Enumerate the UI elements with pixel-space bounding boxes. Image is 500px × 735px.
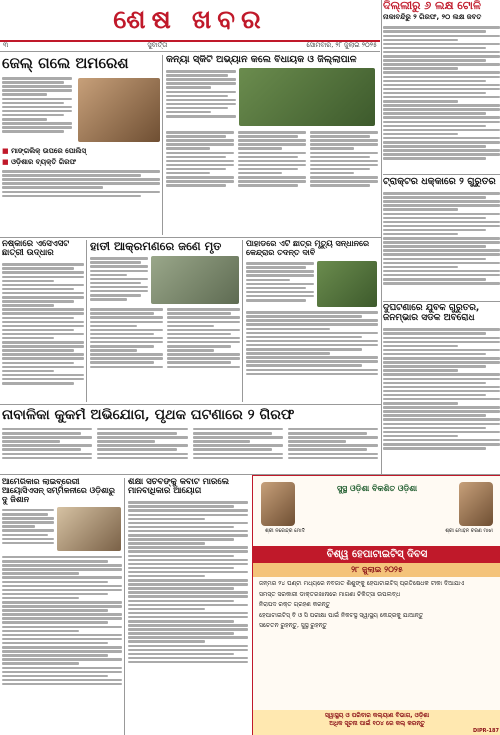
advert-date: ୨୮ ଜୁଲାଇ ୨୦୨୫ [253,563,500,577]
story-legislator [166,55,378,235]
story-abuse-headline: ନାବାଳିକା କୁକର୍ମ ଅଭିଯୋଗ, ପୃଥକ ଘଟଣାରେ ୨ ଗିରଫ [2,408,295,423]
sidebar-mid-body [383,190,500,286]
advert-leader-left: ଶ୍ରୀ ନରେନ୍ଦ୍ର ମୋଦି [265,528,305,534]
advert-footer-line-2: ଅଧିକ ସୂଚନା ପାଇଁ ୧୦୪ ରେ କଲ୍ କରନ୍ତୁ [329,720,425,727]
advert-banner: ବିଶ୍ୱ ହେପାଟାଇଟିସ୍ ଦିବସ [253,546,500,563]
story-legislator-body [166,68,236,126]
advert-item: ସମସ୍ତ ସରକାରୀ ଡାକ୍ତରଖାନାରେ ମାଗଣା ଚିକିତ୍ସା ଉପଲବ୍ଧ [259,590,401,598]
hepatitis-day-advert [252,475,500,735]
advert-footer-line-1: ସ୍ୱାସ୍ଥ୍ୟ ଓ ପରିବାର କଲ୍ୟାଣ ବିଭାଗ, ଓଡ଼ିଶା [324,712,430,719]
advert-item: ଜନ୍ମର ୨୪ ଘଣ୍ଟା ମଧ୍ୟରେ ନବଜାତ ଶିଶୁଙ୍କୁ ହେପାଟାଇଟିସ୍ ପ୍ରତିଷେଧକ ଟୀକା ଦିଆଯାଏ [259,580,465,587]
story-student [2,240,84,402]
issue-date: ସୋମବାର, ୨୮ ଜୁଲାଇ ୨୦୨୫ [306,41,377,49]
sidebar-top-body [383,25,500,162]
story-legislator-photo [239,68,375,126]
advert-item: ନିରାପଦ ରକ୍ତ ଗ୍ରହଣ କରନ୍ତୁ [259,601,331,608]
advert-code: DIPR-187 [472,728,499,734]
story-abuse-columns [2,426,378,460]
advert-footer [253,710,500,735]
story-elephant-photo [151,256,239,304]
story-jail-bullet-2: ■ ଓଡ଼ିଶାର ବ୍ୟକ୍ତି ଗିରଫ [2,158,160,167]
story-library-body [2,507,54,551]
story-jail [2,55,160,235]
page-number: ୩ [3,41,9,49]
sidebar-mid-headline: ଟ୍ରାକ୍ଟର ଧକ୍କାରେ ୨ ଗୁରୁତର [383,177,496,187]
story-jail-headline: ଜେଲ୍ ଗଲେ ଅମରେଶ [2,55,129,72]
advert-leader-right: ଶ୍ରୀ ମୋହନ ଚରଣ ମାଝୀ [445,528,493,534]
advert-items [253,580,500,630]
story-library-headline: ଆମେରିକାର ଲାଇବ୍ରେରୀ ଆୟୋସିଏସନ୍ ସମ୍ମିଳନୀରେ ଓଡ଼ିଶାରୁ ଦୁ ଜିଶାନ [2,478,115,504]
advert-portrait-right [459,482,493,526]
story-abuse [2,408,378,472]
story-death [246,240,378,402]
story-elephant-headline: ହାତୀ ଆକ୍ରମଣରେ ଜଣେ ମୃତ [90,240,222,253]
story-jail-bullets [2,142,160,167]
story-student-headline: ନିଷ୍କାରେ ଏସେଏସିଟି ଛାତ୍ରୀ ଉଦ୍ଧାର [2,240,70,259]
story-commission-headline: ଶିକ୍ଷା ସଚିବଙ୍କୁ କବାଟ ମାରିଲେ ମାନବାଧିକାର ଆୟୋଗ [128,478,230,497]
story-commission [128,478,248,735]
story-commission-body [128,500,248,665]
masthead-title: ଶେଷ ଖବର [113,4,267,35]
story-student-body [2,262,84,386]
story-legislator-headline: କନ୍ୟା ସ୍କିଟି ଅଭ୍ୟାନ କଲେ ବିଧାୟକ ଓ ଜିଲ୍ଲାପାଳ [166,55,357,65]
sidebar-mid-story [383,177,500,299]
story-elephant [90,240,240,402]
story-death-body [246,261,314,307]
masthead [0,0,380,42]
story-library [2,478,122,735]
story-elephant-body [90,256,148,304]
story-jail-bullet-1: ■ ମାଙ୍ଗଲିକ୍ ଉପରେ ପୋଲିସ୍ [2,147,160,156]
section-name: ସୁବାର୍ତ୍ତା [147,41,168,49]
advert-tagline: ସୁସ୍ଥ ଓଡ଼ିଶା ବିକଶିତ ଓଡ଼ିଶା [336,484,418,493]
advert-item: ସଚେତନ ରୁହନ୍ତୁ, ସୁସ୍ଥ ରୁହନ୍ତୁ [259,622,327,629]
story-death-headline: ପାହାଡରେ ଏଟି ଛାତ୍ର ମୃତ୍ୟୁ ସନ୍ଧାନରେ କେନ୍ଦ୍ରାର ତଦନ୍ତ ଦାବି [246,240,370,257]
dateline [0,41,380,52]
story-jail-body-2 [2,169,160,199]
sidebar-low-body [383,327,500,451]
advert-header [253,476,500,546]
story-legislator-columns [166,129,378,188]
advert-portrait-left [261,482,295,526]
story-jail-body [2,76,72,135]
sidebar-top-headline: ଦିଲ୍ଲୀରୁ ୬ ଲକ୍ଷ ଟୋଳି [383,0,481,12]
sidebar-low-headline: ଦୁର୍ଘଟଣାରେ ଯୁବକ ଗୁରୁତର, ଜନମ୍ଭାର ସଡକ ଅବରୋଧ [383,304,480,323]
story-library-photo [57,507,121,551]
sidebar-top-story [383,0,500,172]
advert-item: ହେପାଟାଇଟିସ୍ ବି ଓ ସି ପରୀକ୍ଷା ପାଇଁ ନିକଟସ୍ଥ ସ୍ୱାସ୍ଥ୍ୟ କେନ୍ଦ୍ରକୁ ଯାଆନ୍ତୁ [259,611,424,619]
sidebar-top-sub: ନାକାବନ୍ଦିରୁ ୨ ଗିରଫ, ୨୦ ଲକ୍ଷ ଜବତ [383,13,482,22]
sidebar-low-story [383,304,500,472]
story-jail-photo [78,78,160,142]
story-death-photo [317,261,377,307]
